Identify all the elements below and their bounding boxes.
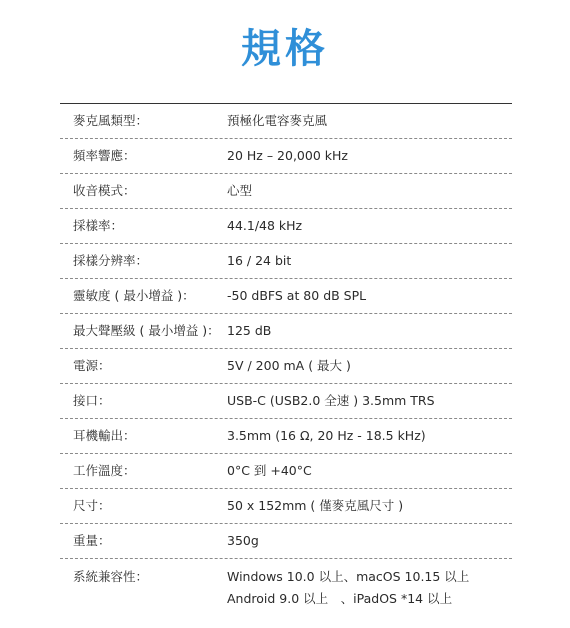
spec-label: 電源：: [73, 358, 111, 373]
spec-label: 麥克風類型：: [73, 113, 149, 128]
spec-row-connector: [60, 384, 512, 419]
spec-row-power: [60, 349, 512, 384]
spec-value: USB-C (USB2.0 全速 ) 3.5mm TRS: [227, 393, 435, 408]
spec-label: 工作溫度：: [73, 463, 136, 478]
spec-label: 收音模式：: [73, 183, 136, 198]
spec-value: 5V / 200 mA ( 最大 ): [227, 358, 351, 373]
spec-value: 50 x 152mm ( 僅麥克風尺寸 ): [227, 498, 404, 513]
spec-label: 系統兼容性：: [73, 569, 149, 584]
spec-value: 350g: [227, 533, 259, 548]
spec-label: 重量：: [73, 533, 111, 548]
spec-table: [60, 103, 512, 615]
spec-value: 44.1/48 kHz: [227, 218, 303, 233]
spec-label: 採樣分辨率：: [73, 253, 149, 268]
spec-value: 預極化電容麥克風: [227, 113, 328, 128]
spec-row-operating-temperature: [60, 454, 512, 489]
spec-value: 心型: [227, 183, 253, 198]
spec-label: 最大聲壓級 ( 最小增益 )：: [73, 323, 220, 338]
spec-row-weight: [60, 524, 512, 559]
spec-label: 靈敏度 ( 最小增益 )：: [73, 288, 195, 303]
spec-value-line: Windows 10.0 以上、macOS 10.15 以上: [227, 569, 470, 584]
page-title: 規格: [241, 26, 329, 72]
spec-label: 尺寸：: [73, 498, 111, 513]
spec-row-headphone-output: [60, 419, 512, 454]
spec-label: 耳機輸出：: [73, 428, 136, 443]
spec-label: 頻率響應：: [73, 148, 136, 163]
spec-label: 採樣率：: [73, 218, 124, 233]
spec-row-compatibility: [60, 559, 512, 615]
spec-row-bit-depth: [60, 244, 512, 279]
spec-row-polar-pattern: [60, 174, 512, 209]
spec-row-dimensions: [60, 489, 512, 524]
spec-label: 接口：: [73, 393, 111, 408]
spec-row-sensitivity: [60, 279, 512, 314]
spec-row-sample-rate: [60, 209, 512, 244]
spec-value: 3.5mm (16 Ω, 20 Hz - 18.5 kHz): [227, 428, 426, 443]
spec-value: -50 dBFS at 80 dB SPL: [227, 288, 367, 303]
spec-row-mic-type: [60, 104, 512, 139]
spec-value: [227, 568, 469, 612]
spec-value: 0°C 到 +40°C: [227, 463, 312, 478]
spec-row-frequency-response: [60, 139, 512, 174]
spec-row-max-spl: [60, 314, 512, 349]
spec-value-line: Android 9.0 以上 、iPadOS *14 以上: [227, 591, 453, 606]
spec-value: 125 dB: [227, 323, 272, 338]
spec-value: 16 / 24 bit: [227, 253, 292, 268]
spec-value: 20 Hz – 20,000 kHz: [227, 148, 348, 163]
